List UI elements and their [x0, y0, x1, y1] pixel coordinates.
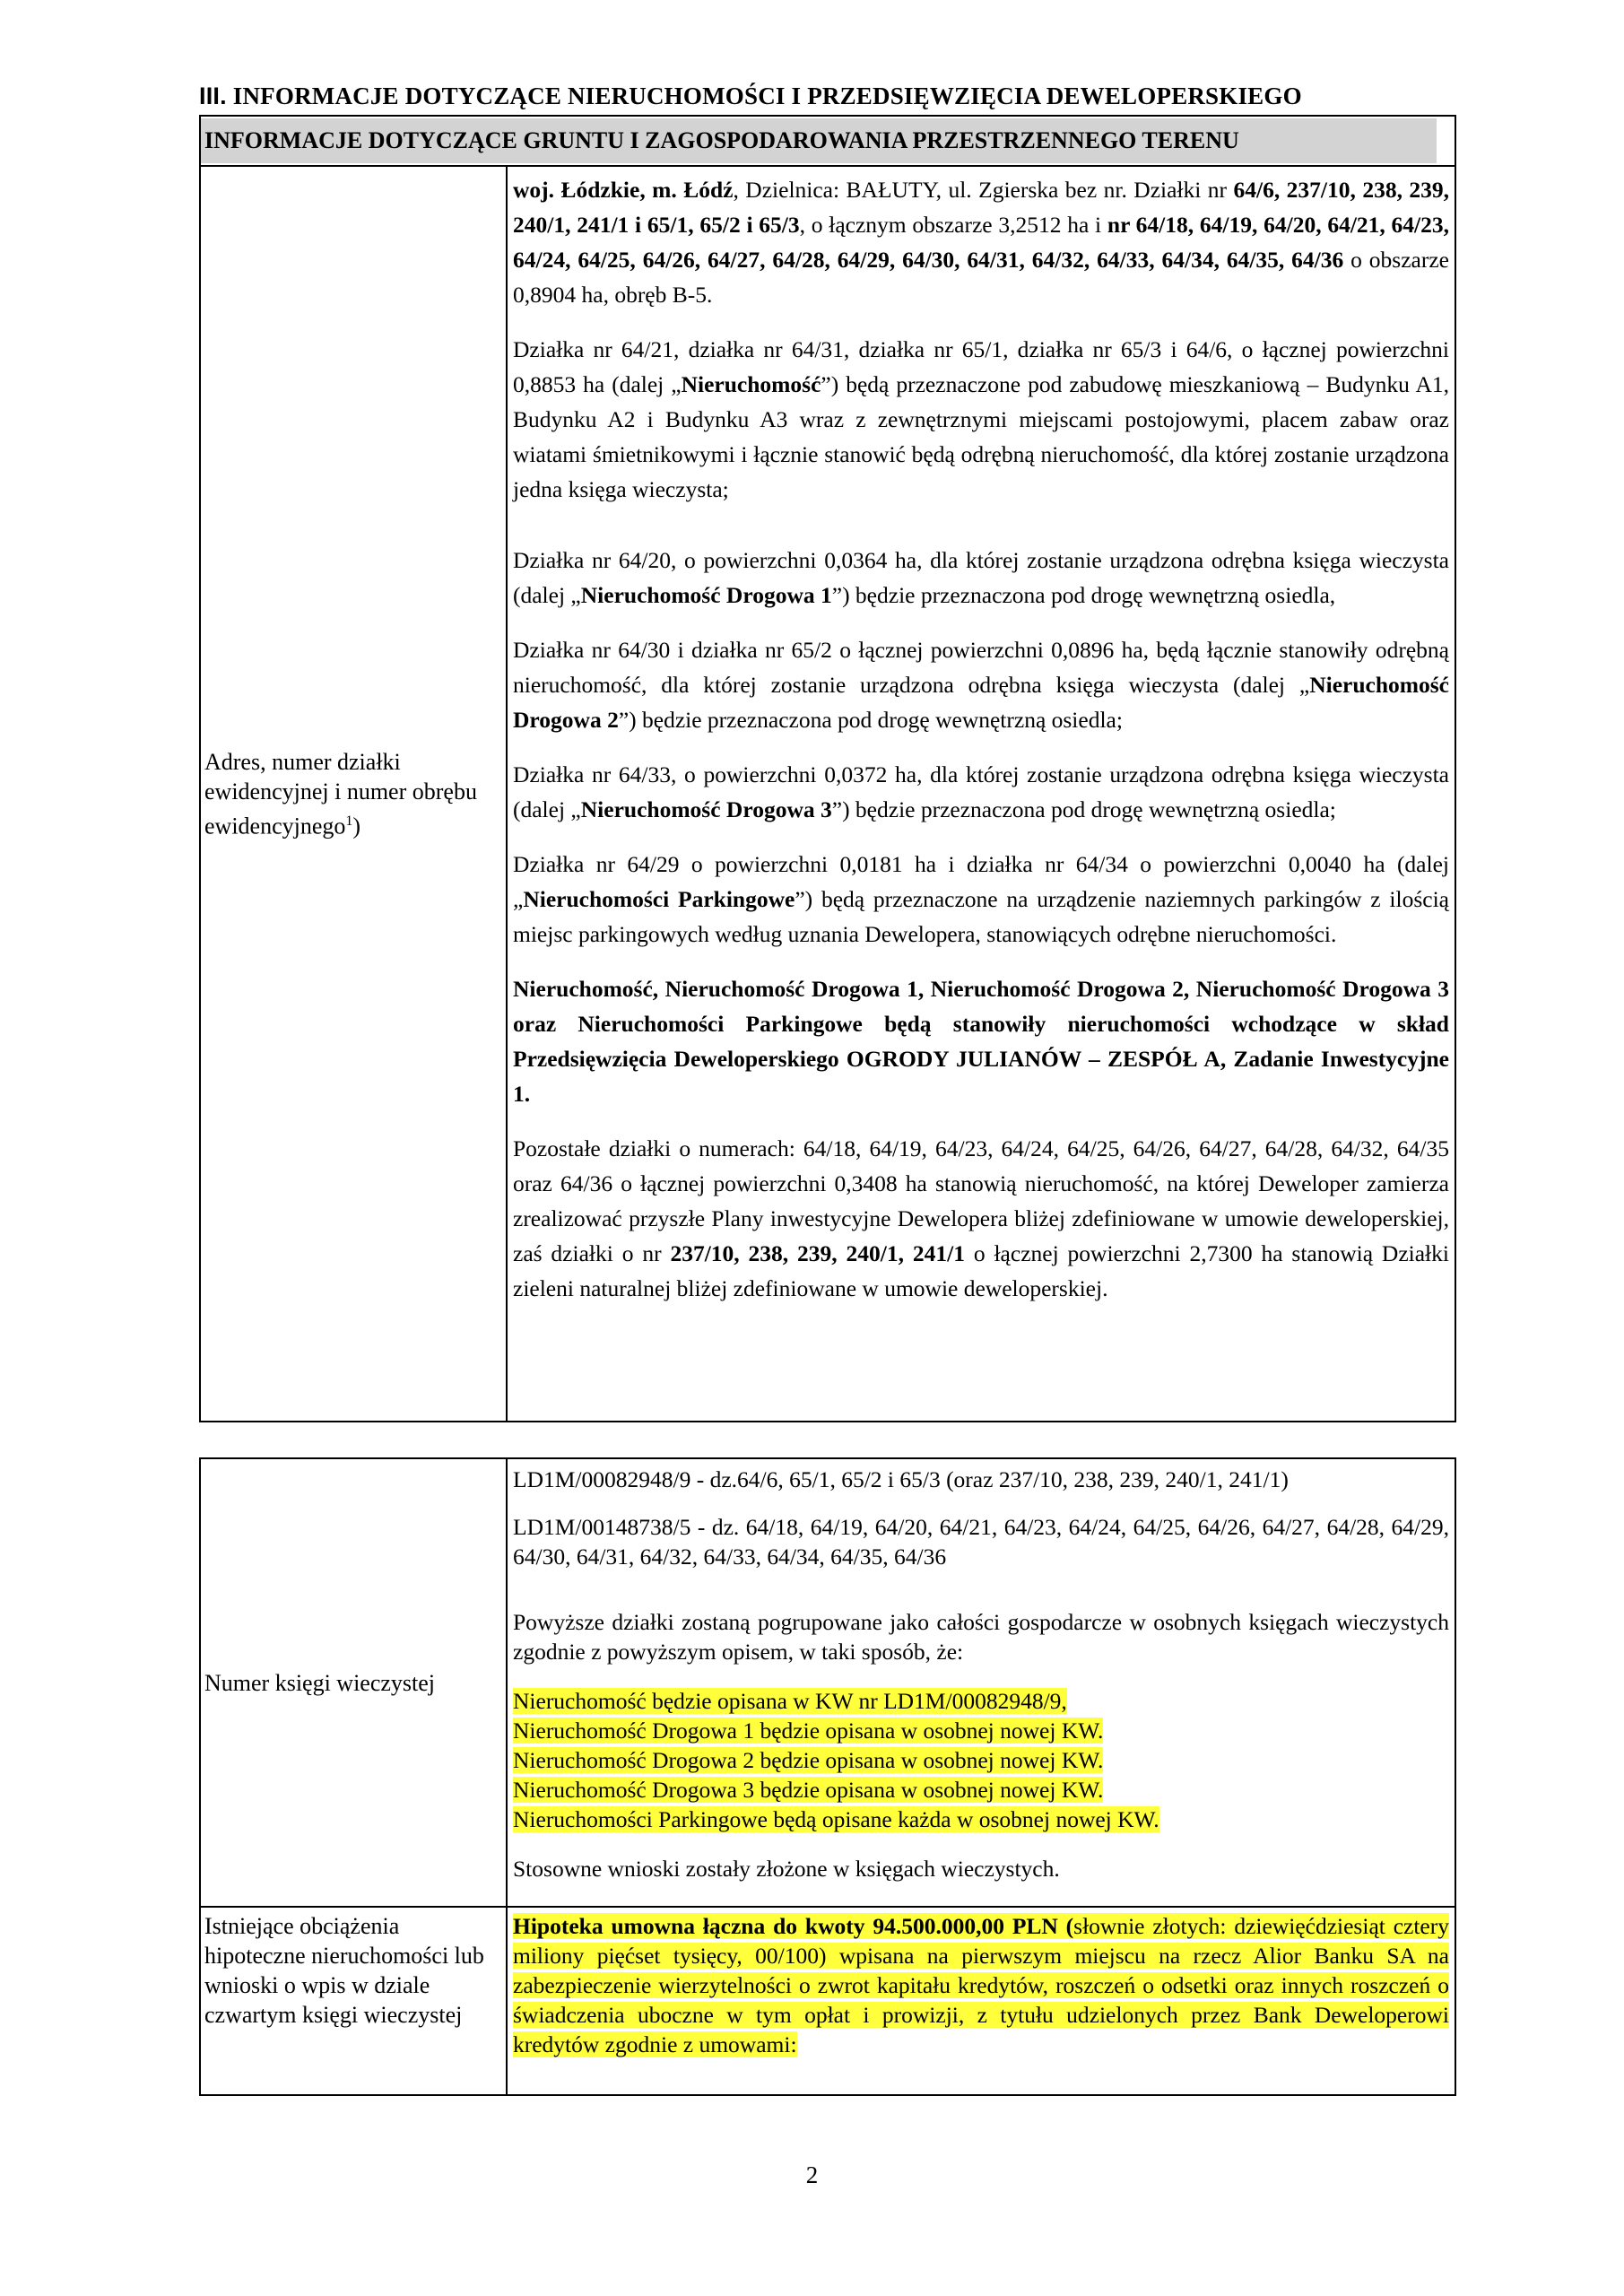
- land-register-content: [507, 1458, 1455, 1907]
- kw-number-1: LD1M/00082948/9 - dz.64/6, 65/1, 65/2 i 65/3 (oraz 237/10, 238, 239, 240/1, 241/1): [513, 1466, 1289, 1492]
- table-header-text: INFORMACJE DOTYCZĄCE GRUNTU I ZAGOSPODAROWANIA PRZESTRZENNEGO TERENU: [201, 118, 1437, 163]
- address-content: [507, 166, 1455, 1422]
- droga-1-paragraph: Działka nr 64/20, o powierzchni 0,0364 ha, dla której zostanie urządzona odrębna księga wieczysta (dalej „Nieruchomość Drogowa 1”) będzie przeznaczona pod drogę wewnętrzną osiedla,: [513, 547, 1449, 608]
- kw-assignment-list: [513, 1686, 1449, 1834]
- page-number: 2: [805, 2161, 819, 2188]
- mortgage-text: Hipoteka umowna łączna do kwoty 94.500.000,00 PLN (słownie złotych: dziewięćdziesiąt cztery miliony pięćset tysięcy, 00/100) wpisana na pierwszym miejscu na rzecz Alior Banku SA na zabezpieczenie wierzytelności o zwrot kapitału kredytów, roszczeń o odsetki oraz innych roszczeń o świadczenia uboczne w tym opłat i prowizji, z tytułu udzielonych przez Bank Deweloperowi kredytów zgodnie z umowami:: [513, 1913, 1449, 2057]
- footnote-marker: 1: [345, 813, 353, 829]
- section-roman-numeral: III.: [199, 83, 227, 109]
- grouping-paragraph: Powyższe działki zostaną pogrupowane jako całości gospodarcze w osobnych księgach wieczystych zgodnie z powyższym opisem, w taki sposób, że:: [513, 1609, 1449, 1665]
- table-header: [200, 116, 1455, 166]
- remaining-plots-paragraph: Pozostałe działki o numerach: 64/18, 64/19, 64/23, 64/24, 64/25, 64/26, 64/27, 64/28, 64/32, 64/35 oraz 64/36 o łącznej powierzchni 0,3408 ha stanowią nieruchomość, na której Deweloper zamierza zrealizować przyszłe Plany inwestycyjne Dewelopera bliżej zdefiniowane w umowie deweloperskiej, zaś działki o nr 237/10, 238, 239, 240/1, 241/1 o łącznej powierzchni 2,7300 ha stanowią Działki zieleni naturalnej bliżej zdefiniowane w umowie deweloperskiej.: [513, 1135, 1449, 1301]
- section-title-text: INFORMACJE DOTYCZĄCE NIERUCHOMOŚCI I PRZEDSIĘWZIĘCIA DEWELOPERSKIEGO: [232, 83, 1302, 109]
- project-scope-paragraph: Nieruchomość, Nieruchomość Drogowa 1, Nieruchomość Drogowa 2, Nieruchomość Drogowa 3 oraz Nieruchomości Parkingowe będą stanowiły nieruchomości wchodzące w skład Przedsięwzięcia Deweloperskiego OGRODY JULIANÓW – ZESPÓŁ A, Zadanie Inwestycyjne 1.: [513, 976, 1449, 1107]
- droga-3-paragraph: Działka nr 64/33, o powierzchni 0,0372 ha, dla której zostanie urządzona odrębna księga wieczysta (dalej „Nieruchomość Drogowa 3”) będzie przeznaczona pod drogę wewnętrzną osiedla;: [513, 761, 1449, 822]
- land-register-label: Numer księgi wieczystej: [200, 1458, 507, 1907]
- list-item: Nieruchomość Drogowa 3 będzie opisana w osobnej nowej KW.: [513, 1777, 1104, 1803]
- mortgage-label: Istniejące obciążenia hipoteczne nieruchomości lub wnioski o wpis w dziale czwartym księgi wieczystej: [200, 1907, 507, 2095]
- list-item: Nieruchomość będzie opisana w KW nr LD1M/00082948/9,: [513, 1688, 1067, 1714]
- parking-paragraph: Działka nr 64/29 o powierzchni 0,0181 ha i działka nr 64/34 o powierzchni 0,0040 ha (dalej „Nieruchomości Parkingowe”) będą przeznaczone na urządzenie naziemnych parkingów z ilością miejsc parkingowych według uznania Dewelopera, stanowiących odrębne nieruchomości.: [513, 851, 1449, 947]
- mortgage-content: [507, 1907, 1455, 2095]
- list-item: Nieruchomość Drogowa 2 będzie opisana w osobnej nowej KW.: [513, 1747, 1104, 1773]
- land-register-table: [199, 1457, 1456, 2096]
- list-item: Nieruchomości Parkingowe będą opisane każda w osobnej nowej KW.: [513, 1806, 1159, 1832]
- land-info-table: [199, 115, 1456, 1422]
- list-item: Nieruchomość Drogowa 1 będzie opisana w osobnej nowej KW.: [513, 1718, 1104, 1744]
- address-label: Adres, numer działki ewidencyjnej i numer obrębu ewidencyjnego$^1$): [200, 166, 507, 1422]
- section-title: [199, 83, 1302, 110]
- applications-note: Stosowne wnioski zostały złożone w księgach wieczystych.: [513, 1856, 1060, 1882]
- plots-paragraph: woj. Łódzkie, m. Łódź, Dzielnica: BAŁUTY, ul. Zgierska bez nr. Działki nr 64/6, 237/10, 238, 239, 240/1, 241/1 i 65/1, 65/2 i 65/3, o łącznym obszarze 3,2512 ha i nr 64/18, 64/19, 64/20, 64/21, 64/23, 64/24, 64/25, 64/26, 64/27, 64/28, 64/29, 64/30, 64/31, 64/32, 64/33, 64/34, 64/35, 64/36 o obszarze 0,8904 ha, obręb B-5.: [513, 177, 1450, 308]
- kw-number-2: LD1M/00148738/5 - dz. 64/18, 64/19, 64/20, 64/21, 64/23, 64/24, 64/25, 64/26, 64/27, 64/28, 64/29, 64/30, 64/31, 64/32, 64/33, 64/34, 64/35, 64/36: [513, 1514, 1449, 1570]
- nieruchomosc-paragraph: Działka nr 64/21, działka nr 64/31, działka nr 65/1, działka nr 65/3 i 64/6, o łącznej powierzchni 0,8853 ha (dalej „Nieruchomość”) będą przeznaczone pod zabudowę mieszkaniową – Budynku A1, Budynku A2 i Budynku A3 wraz z zewnętrznymi miejscami postojowymi, placem zabaw oraz wiatami śmietnikowymi i łącznie stanowić będą odrębną nieruchomość, dla której zostanie urządzona jedna księga wieczysta;: [513, 336, 1450, 502]
- droga-2-paragraph: Działka nr 64/30 i działka nr 65/2 o łącznej powierzchni 0,0896 ha, będą łącznie stanowiły odrębną nieruchomość, dla której zostanie urządzona odrębna księga wieczysta (dalej „Nieruchomość Drogowa 2”) będzie przeznaczona pod drogę wewnętrzną osiedla;: [513, 637, 1449, 733]
